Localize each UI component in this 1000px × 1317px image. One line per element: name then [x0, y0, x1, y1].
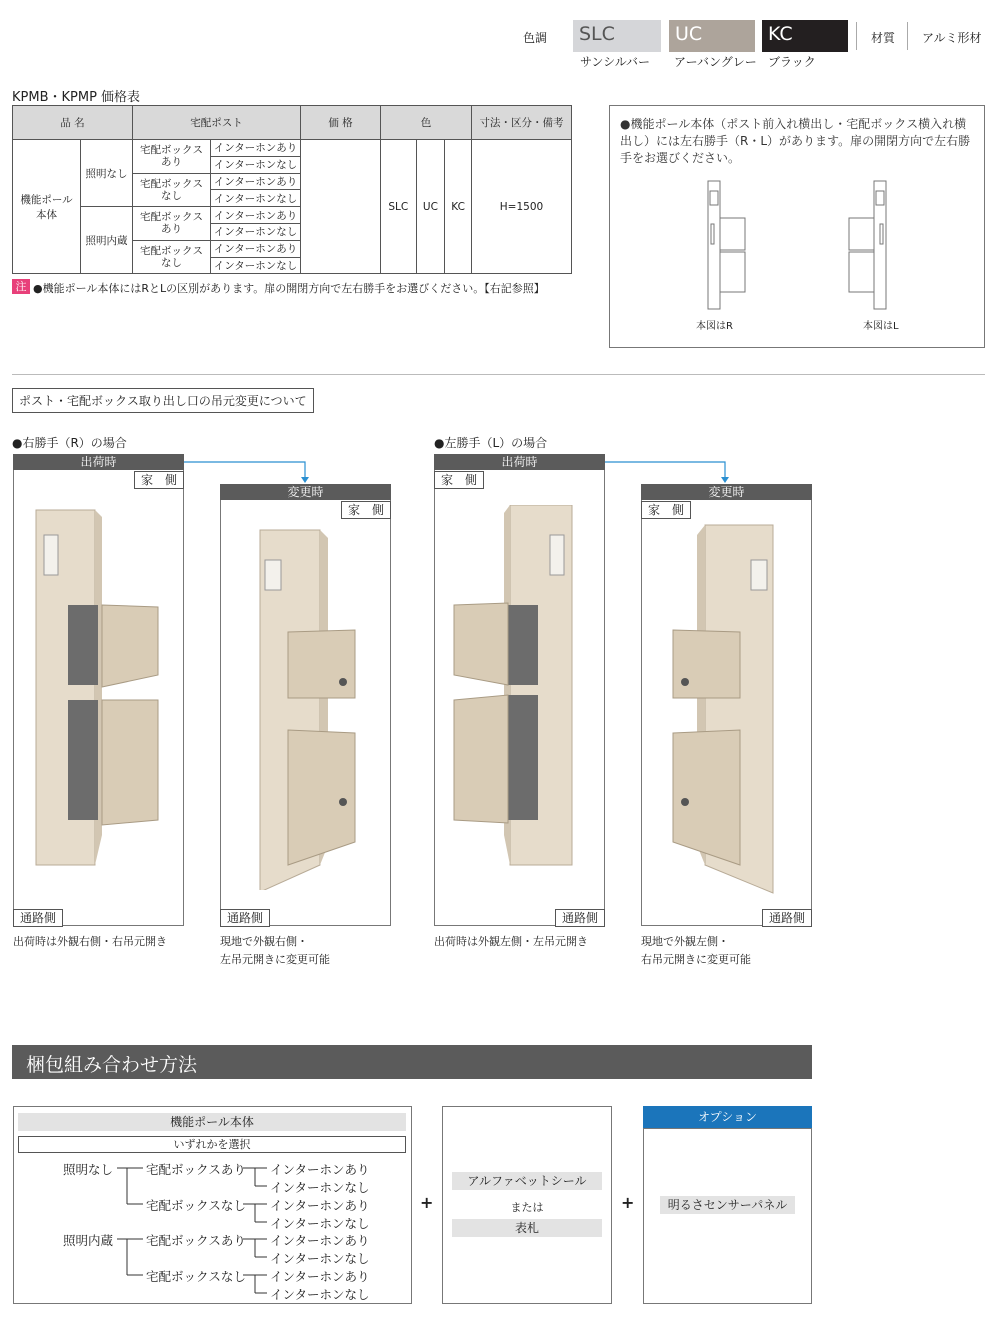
pole-illustration-l-changed: [665, 520, 805, 895]
tree-intercom-no: インターホンなし: [270, 1251, 370, 1266]
tree-lines: [115, 1160, 275, 1300]
tree-intercom-no: インターホンなし: [270, 1216, 370, 1231]
tree-intercom-no: インターホンなし: [270, 1287, 370, 1302]
tree-box-yes: 宅配ボックスあり: [146, 1233, 246, 1248]
section-divider: [12, 374, 985, 375]
swatch-uc-name: アーバングレー: [674, 55, 757, 69]
street-side-tag: 通路側: [220, 909, 270, 927]
td-intercom-yes: インターホンあり: [211, 140, 301, 157]
td-slc: SLC: [381, 140, 417, 274]
tree-box-no: 宅配ボックスなし: [146, 1269, 246, 1284]
plus-icon: +: [420, 1193, 434, 1212]
main-body-title: 機能ポール本体: [18, 1113, 406, 1131]
right-heading: ●右勝手（R）の場合: [12, 436, 127, 450]
side-note-box: [609, 105, 985, 348]
td-uc: UC: [416, 140, 445, 274]
tree-light-built-in: 照明内蔵: [63, 1233, 114, 1248]
td-intercom-no: インターホンなし: [211, 223, 301, 240]
td-size: H=1500: [472, 140, 572, 274]
th-post: 宅配ポスト: [133, 106, 301, 140]
plus-icon: +: [621, 1193, 635, 1212]
nameplate: 表札: [452, 1219, 602, 1237]
caption-r-changed-2: 左吊元開きに変更可能: [220, 953, 330, 966]
house-side-tag: 家 側: [641, 501, 691, 519]
option-box: [643, 1128, 812, 1304]
price-note: ●機能ポール本体にはRとLの区別があります。扉の開閉方向で左右勝手をお選びください。【右記参照】: [33, 282, 545, 295]
changed-bar: 変更時: [641, 484, 812, 500]
or-label: または: [510, 1201, 544, 1214]
caption-l-shipping: 出荷時は外観左側・左吊元開き: [434, 935, 588, 948]
alphabet-seal: アルファベットシール: [452, 1172, 602, 1190]
td-kc: KC: [445, 140, 472, 274]
color-label: 色調: [523, 31, 548, 45]
house-side-tag: 家 側: [434, 471, 484, 489]
caption-l: 本図はL: [863, 321, 899, 332]
th-price: 価 格: [301, 106, 381, 140]
swatch-kc-name: ブラック: [768, 55, 816, 69]
street-side-tag: 通路側: [762, 909, 812, 927]
caption-l-changed-1: 現地で外観左側・: [641, 935, 729, 948]
td-intercom-no: インターホンなし: [211, 190, 301, 207]
option-header: オプション: [643, 1106, 812, 1128]
td-box-yes: 宅配ボックス あり: [133, 140, 211, 174]
changed-bar: 変更時: [220, 484, 391, 500]
pole-diagrams: [670, 176, 930, 326]
td-box-no: 宅配ボックス なし: [133, 173, 211, 207]
th-color: 色: [381, 106, 472, 140]
shipping-bar: 出荷時: [13, 454, 184, 470]
arrow-l: [600, 455, 740, 485]
td-intercom-no: インターホンなし: [211, 257, 301, 274]
left-heading: ●左勝手（L）の場合: [434, 436, 548, 450]
tree-intercom-yes: インターホンあり: [270, 1162, 370, 1177]
td-intercom-yes: インターホンあり: [211, 240, 301, 257]
td-intercom-no: インターホンなし: [211, 156, 301, 173]
pole-illustration-r-shipping: [30, 505, 170, 875]
caption-r-shipping: 出荷時は外観右側・右吊元開き: [13, 935, 167, 948]
packing-banner: [12, 1045, 812, 1079]
street-side-tag: 通路側: [555, 909, 605, 927]
caption-r-changed-1: 現地で外観右側・: [220, 935, 308, 948]
price-table: [12, 105, 572, 274]
material-value: アルミ形材: [922, 31, 982, 45]
divider: [907, 22, 908, 50]
street-side-tag: 通路側: [13, 909, 63, 927]
house-side-tag: 家 側: [341, 501, 391, 519]
packing-title: 梱包組み合わせ方法: [26, 1054, 198, 1076]
td-intercom-yes: インターホンあり: [211, 173, 301, 190]
swatch-uc: UC: [669, 20, 755, 52]
swatch-slc: SLC: [573, 20, 661, 52]
house-side-tag: 家 側: [134, 471, 184, 489]
side-note-text: ●機能ポール本体（ポスト前入れ横出し・宅配ボックス横入れ横出し）には左右勝手（R・L）があります。扉の開閉方向で左右勝手をお選びください。: [620, 117, 971, 165]
divider: [856, 22, 857, 50]
tree-intercom-yes: インターホンあり: [270, 1269, 370, 1284]
price-table-title: KPMB・KPMP 価格表: [12, 90, 141, 105]
th-product: 品 名: [13, 106, 133, 140]
arrow-r: [180, 455, 320, 485]
td-light-none: 照明なし: [81, 140, 133, 207]
td-box-yes: 宅配ボックス あり: [133, 207, 211, 241]
hinge-title: ポスト・宅配ボックス取り出し口の吊元変更について: [12, 388, 314, 413]
pole-illustration-l-shipping: [450, 505, 590, 875]
select-label: いずれかを選択: [18, 1136, 406, 1153]
option-item: 明るさセンサーパネル: [660, 1196, 795, 1214]
td-light-built-in: 照明内蔵: [81, 207, 133, 274]
tree-box-no: 宅配ボックスなし: [146, 1198, 246, 1213]
material-label: 材質: [871, 31, 896, 45]
swatch-slc-name: サンシルバー: [580, 55, 650, 69]
pole-illustration-r-changed: [240, 520, 380, 890]
tree-box-yes: 宅配ボックスあり: [146, 1162, 246, 1177]
caption-l-changed-2: 右吊元開きに変更可能: [641, 953, 751, 966]
td-box-no: 宅配ボックス なし: [133, 240, 211, 274]
tree-intercom-yes: インターホンあり: [270, 1233, 370, 1248]
td-price: [301, 140, 381, 274]
note-mark: 注: [12, 279, 30, 294]
caption-r: 本図はR: [696, 321, 733, 332]
td-product: 機能ポール 本体: [13, 140, 81, 274]
shipping-bar: 出荷時: [434, 454, 605, 470]
td-intercom-yes: インターホンあり: [211, 207, 301, 224]
th-remarks: 寸法・区分・備考: [472, 106, 572, 140]
tree-intercom-no: インターホンなし: [270, 1180, 370, 1195]
tree-light-none: 照明なし: [63, 1162, 114, 1177]
swatch-kc: KC: [762, 20, 848, 52]
tree-intercom-yes: インターホンあり: [270, 1198, 370, 1213]
